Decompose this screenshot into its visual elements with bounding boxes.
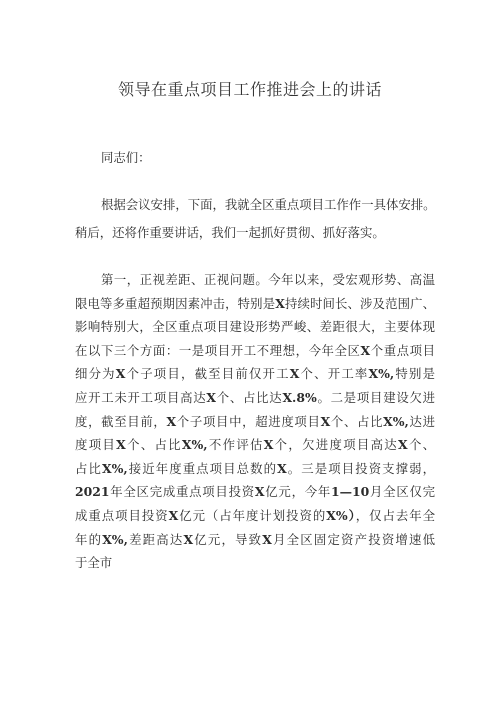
body-bold-text: X bbox=[320, 413, 331, 429]
body-text: 个、占比达 bbox=[216, 390, 283, 405]
body-line bbox=[75, 414, 435, 430]
body-text: 年全区完成重点项目投资 bbox=[109, 484, 255, 500]
body-text: 不作评估 bbox=[207, 437, 264, 453]
body-line bbox=[75, 532, 435, 548]
body-bold-text: X bbox=[360, 342, 371, 358]
body-text: 个重点项目 bbox=[370, 342, 436, 358]
body-text: 月全区固定资产投资增速低 bbox=[271, 531, 436, 547]
body-text: 。二是项目建设欠进 bbox=[316, 390, 436, 405]
body-bold-text: X%, bbox=[102, 531, 128, 547]
body-line bbox=[75, 461, 435, 477]
body-bold-text: X bbox=[277, 460, 287, 476]
body-line bbox=[75, 508, 435, 524]
body-bold-text: X bbox=[115, 366, 126, 382]
body-text: 个、 bbox=[407, 437, 436, 453]
body-text: 应开工未开工项目高达 bbox=[75, 390, 207, 405]
document-title: 领导在重点项目工作推进会上的讲话 bbox=[117, 80, 382, 99]
body-line bbox=[75, 484, 435, 500]
body-text: 差距高达 bbox=[127, 531, 184, 547]
body-text: 在以下三个方面：一是项目开工不理想，今年全区 bbox=[75, 342, 361, 358]
body-text: 年的 bbox=[75, 531, 103, 547]
body-text: 亿元，导致 bbox=[193, 531, 263, 547]
intro-line-2: 稍后，还将作重要讲话，我们一起抓好贯彻、抓好落实。 bbox=[75, 225, 385, 240]
body-text: 于全市 bbox=[75, 555, 113, 571]
body-text: 度，截至目前， bbox=[75, 413, 167, 429]
body-text: 月全区仅完 bbox=[369, 484, 436, 500]
body-bold-text: X bbox=[206, 390, 216, 405]
body-text: 个子项目，截至目前仅开工 bbox=[125, 366, 290, 382]
body-text: 细分为 bbox=[75, 366, 116, 382]
body-bold-text: X bbox=[183, 531, 194, 547]
body-bold-text: X%, bbox=[181, 437, 208, 453]
body-bold-text: X bbox=[166, 413, 177, 429]
body-text: 达进 bbox=[408, 413, 436, 429]
body-bold-text: X%） bbox=[326, 508, 356, 523]
body-line bbox=[101, 272, 435, 288]
body-text: 第一，正视差距、正视问题。今年以来，受宏观形势、高温 bbox=[101, 272, 435, 287]
body-text: 特别是 bbox=[394, 366, 436, 382]
body-line bbox=[75, 555, 112, 571]
body-text: 持续时间长、涉及范围广、 bbox=[284, 295, 436, 311]
body-bold-text: X bbox=[168, 508, 179, 523]
body-text: 。三是项目投资支撑弱， bbox=[286, 460, 436, 476]
body-bold-text: X bbox=[116, 437, 126, 453]
body-text: 个、占比 bbox=[330, 413, 384, 429]
body-text: 接近年度重点项目总数的 bbox=[127, 460, 278, 476]
body-text: 成重点项目投资 bbox=[75, 508, 169, 523]
intro-line-1: 根据会议安排，下面，我就全区重点项目工作作一具体安排。 bbox=[101, 197, 436, 212]
body-text: 占比 bbox=[75, 460, 102, 476]
body-text: 亿元（占年度计划投资的 bbox=[178, 508, 327, 523]
body-bold-text: 1—10 bbox=[331, 484, 370, 500]
body-bold-text: X%, bbox=[383, 413, 409, 429]
body-line bbox=[75, 390, 435, 406]
body-line bbox=[75, 343, 435, 359]
body-line bbox=[75, 437, 435, 453]
body-bold-text: X bbox=[289, 366, 300, 382]
body-bold-text: X%, bbox=[101, 460, 128, 476]
body-bold-text: X bbox=[398, 437, 408, 453]
body-bold-text: 2021 bbox=[75, 484, 110, 500]
body-text: 个，欠进度项目高达 bbox=[273, 437, 399, 453]
body-bold-text: X.8% bbox=[282, 390, 317, 405]
body-line bbox=[75, 366, 435, 382]
body-bold-text: X%, bbox=[368, 366, 395, 382]
body-text: 个子项目中，超进度项目 bbox=[176, 413, 321, 429]
body-text: 度项目 bbox=[75, 437, 117, 453]
body-line bbox=[75, 319, 435, 335]
salutation: 同志们： bbox=[101, 150, 151, 165]
body-text: 影响特别大，全区重点项目建设形势严峻、差距很大，主要体现 bbox=[75, 319, 435, 335]
body-bold-text: X bbox=[254, 484, 265, 500]
body-line bbox=[75, 296, 435, 312]
body-bold-text: X bbox=[262, 531, 272, 547]
body-text: 限电等多重超预期因素冲击，特别是 bbox=[75, 295, 276, 311]
body-bold-text: X bbox=[263, 437, 274, 453]
body-text: 亿元，今年 bbox=[264, 484, 332, 500]
body-bold-text: X bbox=[275, 295, 285, 311]
body-text: 个、开工率 bbox=[299, 366, 369, 382]
body-text: 个、占比 bbox=[125, 437, 182, 453]
body-text: ，仅占去年全 bbox=[355, 508, 436, 523]
